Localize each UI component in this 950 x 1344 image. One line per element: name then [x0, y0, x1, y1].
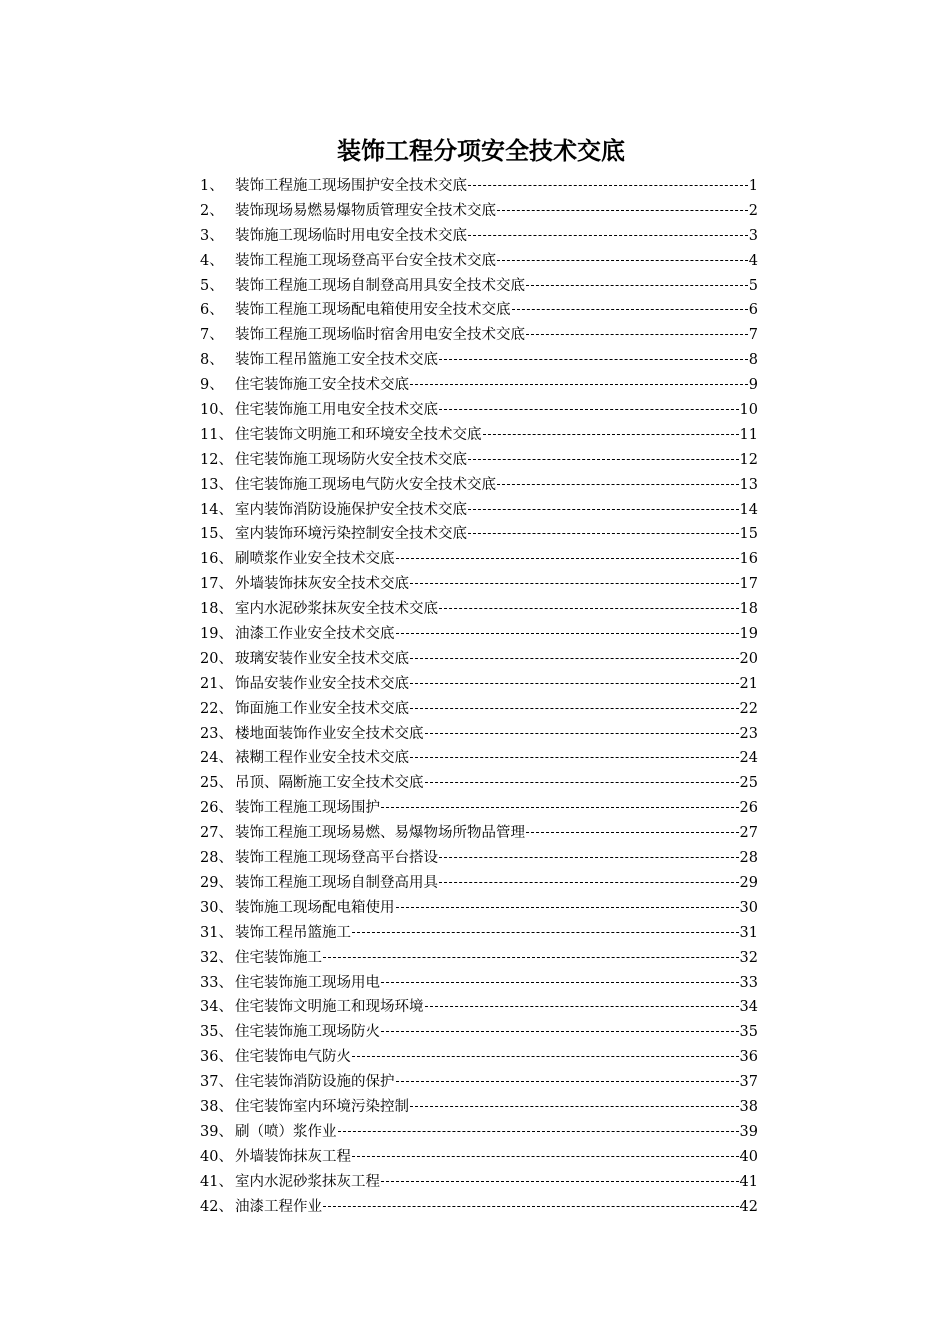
toc-entry-title: 楼地面装饰作业安全技术交底 [235, 725, 424, 742]
toc-entry-page-number: 3 [748, 227, 758, 244]
toc-dotted-leader [468, 508, 739, 510]
toc-entry[interactable] [200, 448, 758, 473]
toc-dotted-leader [526, 333, 748, 335]
toc-entry-number: 6、 [200, 302, 224, 319]
toc-entry-number: 25、 [200, 775, 233, 792]
toc-entry-title: 玻璃安装作业安全技术交底 [235, 650, 409, 667]
toc-entry-page-number: 6 [748, 302, 758, 319]
toc-entry-page-number: 20 [739, 650, 758, 667]
toc-entry-page-number: 28 [739, 850, 758, 867]
toc-entry-title: 室内水泥砂浆抹灰工程 [235, 1173, 380, 1190]
toc-dotted-leader [468, 458, 739, 460]
table-of-contents [200, 174, 758, 1219]
toc-dotted-leader [425, 781, 739, 783]
toc-entry[interactable] [200, 1120, 758, 1145]
toc-entry-title: 装饰工程施工现场易燃、易爆物场所物品管理 [235, 825, 525, 842]
toc-entry[interactable] [200, 871, 758, 896]
toc-dotted-leader [352, 931, 739, 933]
toc-dotted-leader [323, 956, 739, 958]
toc-dotted-leader [381, 1030, 739, 1032]
toc-entry[interactable] [200, 821, 758, 846]
toc-entry[interactable] [200, 746, 758, 771]
toc-entry-page-number: 19 [739, 626, 758, 643]
toc-entry-title: 装饰现场易燃易爆物质管理安全技术交底 [235, 202, 496, 219]
toc-dotted-leader [338, 1130, 739, 1132]
toc-entry-number: 19、 [200, 626, 233, 643]
toc-entry[interactable] [200, 995, 758, 1020]
toc-entry-number: 35、 [200, 1024, 233, 1041]
toc-entry-number: 18、 [200, 601, 233, 618]
toc-dotted-leader [439, 856, 739, 858]
toc-entry-page-number: 17 [739, 576, 758, 593]
toc-entry-number: 17、 [200, 576, 233, 593]
toc-entry-page-number: 15 [739, 526, 758, 543]
toc-entry-page-number: 35 [739, 1024, 758, 1041]
toc-entry-title: 装饰工程吊篮施工安全技术交底 [235, 352, 438, 369]
toc-dotted-leader [410, 707, 739, 709]
toc-dotted-leader [396, 557, 739, 559]
toc-entry-title: 裱糊工程作业安全技术交底 [235, 750, 409, 767]
toc-entry-number: 16、 [200, 551, 233, 568]
toc-entry-number: 40、 [200, 1148, 233, 1165]
toc-entry-title: 装饰工程施工现场围护安全技术交底 [235, 178, 467, 194]
toc-dotted-leader [526, 831, 739, 833]
toc-entry-page-number: 13 [739, 476, 758, 493]
toc-entry[interactable] [200, 771, 758, 796]
toc-entry-title: 装饰工程施工现场临时宿舍用电安全技术交底 [235, 327, 525, 344]
toc-entry-page-number: 32 [739, 949, 758, 966]
toc-entry-number: 22、 [200, 700, 233, 717]
toc-entry[interactable] [200, 946, 758, 971]
toc-dotted-leader [483, 433, 739, 435]
toc-entry-title: 刷喷浆作业安全技术交底 [235, 551, 395, 568]
toc-entry-number: 36、 [200, 1049, 233, 1066]
toc-entry[interactable] [200, 647, 758, 672]
toc-entry-page-number: 42 [739, 1198, 758, 1215]
toc-entry-number: 23、 [200, 725, 233, 742]
toc-entry-title: 住宅装饰施工现场电气防火安全技术交底 [235, 476, 496, 493]
toc-entry-page-number: 5 [748, 277, 758, 294]
toc-entry-page-number: 34 [739, 999, 758, 1016]
toc-entry-number: 32、 [200, 949, 233, 966]
toc-dotted-leader [468, 532, 739, 534]
toc-entry-page-number: 12 [739, 451, 758, 468]
toc-entry[interactable] [200, 572, 758, 597]
toc-entry-title: 装饰工程施工现场自制登高用具安全技术交底 [235, 277, 525, 294]
toc-entry-number: 27、 [200, 825, 233, 842]
toc-entry-number: 13、 [200, 476, 233, 493]
toc-entry-number: 5、 [200, 277, 224, 294]
toc-dotted-leader [352, 1055, 739, 1057]
toc-dotted-leader [396, 632, 739, 634]
toc-entry-title: 装饰工程施工现场登高平台安全技术交底 [235, 252, 496, 269]
toc-dotted-leader [497, 483, 739, 485]
toc-entry-title: 住宅装饰施工用电安全技术交底 [235, 402, 438, 419]
toc-entry-page-number: 30 [739, 899, 758, 916]
toc-entry[interactable] [200, 224, 758, 249]
toc-entry-title: 室内水泥砂浆抹灰安全技术交底 [235, 601, 438, 618]
toc-entry[interactable] [200, 597, 758, 622]
toc-dotted-leader [381, 806, 739, 808]
toc-entry-title: 吊顶、隔断施工安全技术交底 [235, 775, 424, 792]
document-title: 装饰工程分项安全技术交底 [337, 137, 625, 165]
toc-entry-title: 装饰施工现场临时用电安全技术交底 [235, 227, 467, 244]
toc-dotted-leader [468, 184, 748, 186]
toc-entry[interactable] [200, 522, 758, 547]
toc-entry-number: 30、 [200, 899, 233, 916]
toc-dotted-leader [352, 1155, 739, 1157]
toc-entry-page-number: 41 [739, 1173, 758, 1190]
toc-dotted-leader [439, 881, 739, 883]
toc-entry-number: 31、 [200, 924, 233, 941]
toc-entry-title: 装饰工程施工现场配电箱使用安全技术交底 [235, 302, 511, 319]
toc-dotted-leader [468, 234, 748, 236]
toc-entry-title: 外墙装饰抹灰安全技术交底 [235, 576, 409, 593]
toc-entry[interactable] [200, 423, 758, 448]
toc-entry-number: 33、 [200, 974, 233, 991]
toc-entry[interactable] [200, 249, 758, 274]
toc-entry-page-number: 27 [739, 825, 758, 842]
toc-entry-page-number: 18 [739, 601, 758, 618]
toc-entry[interactable] [200, 622, 758, 647]
toc-entry-page-number: 7 [748, 327, 758, 344]
toc-entry-page-number: 25 [739, 775, 758, 792]
toc-dotted-leader [425, 1005, 739, 1007]
toc-entry[interactable] [200, 697, 758, 722]
toc-entry[interactable] [200, 274, 758, 299]
toc-entry[interactable] [200, 398, 758, 423]
toc-entry-title: 住宅装饰室内环境污染控制 [235, 1098, 409, 1115]
toc-entry-page-number: 21 [739, 675, 758, 692]
toc-entry-title: 油漆工程作业 [235, 1198, 322, 1215]
toc-entry[interactable] [200, 1070, 758, 1095]
toc-entry-page-number: 10 [739, 402, 758, 419]
toc-entry[interactable] [200, 921, 758, 946]
toc-entry-page-number: 36 [739, 1049, 758, 1066]
toc-entry-title: 外墙装饰抹灰工程 [235, 1148, 351, 1165]
toc-entry-page-number: 16 [739, 551, 758, 568]
toc-dotted-leader [512, 308, 748, 310]
toc-entry-page-number: 9 [748, 377, 758, 394]
toc-entry-number: 39、 [200, 1123, 233, 1140]
toc-entry-page-number: 11 [739, 426, 758, 443]
toc-dotted-leader [425, 732, 739, 734]
toc-entry-number: 37、 [200, 1074, 233, 1091]
toc-dotted-leader [439, 607, 739, 609]
toc-entry[interactable] [200, 672, 758, 697]
toc-entry-page-number: 37 [739, 1074, 758, 1091]
toc-entry[interactable] [200, 971, 758, 996]
toc-entry-number: 7、 [200, 327, 224, 344]
toc-entry[interactable] [200, 1095, 758, 1120]
toc-dotted-leader [410, 756, 739, 758]
toc-entry[interactable] [200, 1145, 758, 1170]
toc-entry-number: 12、 [200, 451, 233, 468]
toc-entry-page-number: 14 [739, 501, 758, 518]
toc-entry[interactable] [200, 1170, 758, 1195]
toc-dotted-leader [396, 1080, 739, 1082]
toc-entry-title: 装饰工程吊篮施工 [235, 924, 351, 941]
toc-entry-number: 10、 [200, 402, 233, 419]
toc-entry[interactable] [200, 473, 758, 498]
toc-entry[interactable] [200, 1020, 758, 1045]
toc-entry-title: 装饰工程施工现场登高平台搭设 [235, 850, 438, 867]
toc-entry[interactable] [200, 796, 758, 821]
toc-dotted-leader [410, 1105, 739, 1107]
toc-entry-number: 41、 [200, 1173, 233, 1190]
toc-dotted-leader [410, 657, 739, 659]
toc-entry-page-number: 40 [739, 1148, 758, 1165]
toc-entry[interactable] [200, 1045, 758, 1070]
toc-entry-number: 14、 [200, 501, 233, 518]
toc-dotted-leader [381, 981, 739, 983]
toc-entry[interactable] [200, 547, 758, 572]
toc-entry-page-number: 38 [739, 1098, 758, 1115]
toc-entry[interactable] [200, 199, 758, 224]
toc-entry-number: 20、 [200, 650, 233, 667]
toc-entry-title: 饰品安装作业安全技术交底 [235, 675, 409, 692]
toc-entry-number: 11、 [200, 426, 233, 443]
toc-entry[interactable] [200, 174, 758, 199]
toc-entry[interactable] [200, 323, 758, 348]
toc-dotted-leader [323, 1205, 739, 1207]
toc-entry-title: 住宅装饰电气防火 [235, 1049, 351, 1066]
toc-entry-title: 装饰工程施工现场自制登高用具 [235, 874, 438, 891]
toc-entry-number: 8、 [200, 352, 224, 369]
toc-entry[interactable] [200, 373, 758, 398]
toc-entry-number: 3、 [200, 227, 224, 244]
toc-entry-page-number: 22 [739, 700, 758, 717]
toc-entry-number: 26、 [200, 800, 233, 817]
toc-dotted-leader [410, 582, 739, 584]
toc-entry-title: 住宅装饰文明施工和现场环境 [235, 999, 424, 1016]
toc-entry-title: 室内装饰环境污染控制安全技术交底 [235, 526, 467, 543]
toc-entry[interactable] [200, 298, 758, 323]
toc-entry-number: 28、 [200, 850, 233, 867]
toc-entry-title: 住宅装饰施工现场防火安全技术交底 [235, 451, 467, 468]
toc-entry-page-number: 29 [739, 874, 758, 891]
toc-dotted-leader [396, 906, 739, 908]
toc-entry-title: 饰面施工作业安全技术交底 [235, 700, 409, 717]
toc-entry-title: 装饰施工现场配电箱使用 [235, 899, 395, 916]
toc-entry[interactable] [200, 896, 758, 921]
toc-entry[interactable] [200, 348, 758, 373]
toc-entry[interactable] [200, 1195, 758, 1220]
toc-dotted-leader [410, 383, 748, 385]
toc-entry-page-number: 23 [739, 725, 758, 742]
toc-entry[interactable] [200, 722, 758, 747]
toc-entry-page-number: 33 [739, 974, 758, 991]
toc-entry-title: 住宅装饰施工安全技术交底 [235, 377, 409, 394]
toc-dotted-leader [497, 209, 748, 211]
toc-entry-number: 24、 [200, 750, 233, 767]
toc-dotted-leader [526, 284, 748, 286]
toc-entry-title: 住宅装饰施工 [235, 949, 322, 966]
toc-entry-title: 刷（喷）浆作业 [235, 1123, 337, 1140]
toc-entry[interactable] [200, 846, 758, 871]
toc-entry-title: 住宅装饰文明施工和环境安全技术交底 [235, 426, 482, 443]
toc-entry-page-number: 4 [748, 252, 758, 269]
toc-dotted-leader [381, 1180, 739, 1182]
toc-entry-title: 油漆工作业安全技术交底 [235, 626, 395, 643]
toc-entry-page-number: 26 [739, 800, 758, 817]
toc-dotted-leader [497, 259, 748, 261]
toc-entry-page-number: 39 [739, 1123, 758, 1140]
toc-entry-number: 29、 [200, 874, 233, 891]
toc-entry-title: 住宅装饰施工现场防火 [235, 1024, 380, 1041]
toc-entry-number: 15、 [200, 526, 233, 543]
toc-entry-page-number: 2 [748, 202, 758, 219]
toc-dotted-leader [410, 682, 739, 684]
toc-dotted-leader [439, 408, 739, 410]
toc-entry-page-number: 8 [748, 352, 758, 369]
toc-entry-title: 室内装饰消防设施保护安全技术交底 [235, 501, 467, 518]
toc-entry-page-number: 1 [748, 178, 758, 194]
toc-entry-number: 9、 [200, 377, 224, 394]
toc-entry-page-number: 24 [739, 750, 758, 767]
toc-entry-title: 装饰工程施工现场围护 [235, 800, 380, 817]
toc-entry-number: 2、 [200, 202, 224, 219]
toc-entry-page-number: 31 [739, 924, 758, 941]
toc-entry-number: 42、 [200, 1198, 233, 1215]
toc-entry-number: 38、 [200, 1098, 233, 1115]
toc-entry-title: 住宅装饰施工现场用电 [235, 974, 380, 991]
toc-entry-number: 34、 [200, 999, 233, 1016]
toc-entry-title: 住宅装饰消防设施的保护 [235, 1074, 395, 1091]
toc-entry-number: 21、 [200, 675, 233, 692]
toc-entry[interactable] [200, 498, 758, 523]
toc-dotted-leader [439, 358, 748, 360]
toc-entry-number: 1、 [200, 178, 224, 194]
toc-entry-number: 4、 [200, 252, 224, 269]
